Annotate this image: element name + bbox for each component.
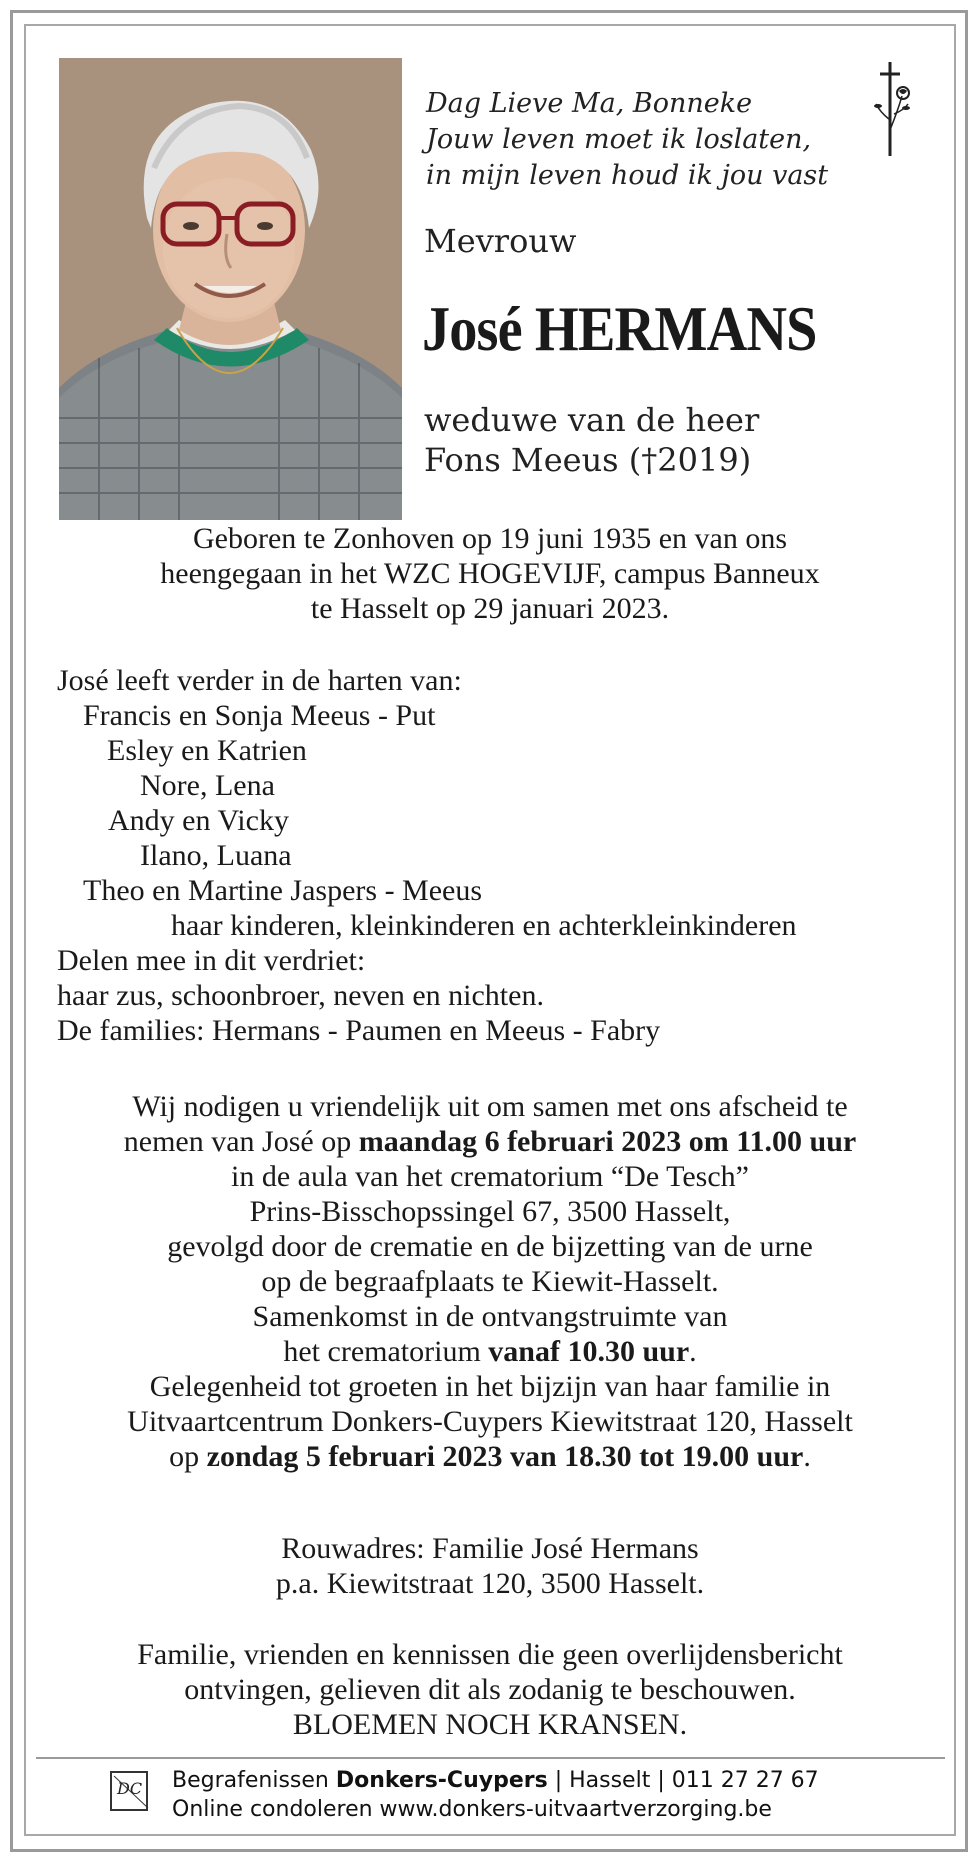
- family-member: Nore, Lena: [140, 769, 275, 802]
- invite-line: gevolgd door de crematie en de bijzetting van de urne: [167, 1230, 813, 1263]
- share-line: haar zus, schoonbroer, neven en nichten.: [57, 979, 544, 1012]
- invite-line: Uitvaartcentrum Donkers-Cuypers Kiewitstraat 120, Hasselt: [127, 1405, 853, 1438]
- family-intro: José leeft verder in de harten van:: [57, 664, 462, 697]
- honorific: Mevrouw: [424, 222, 577, 260]
- ceremony-date: maandag 6 februari 2023 om 11.00 uur: [358, 1125, 857, 1158]
- invite-line: Prins-Bisschopssingel 67, 3500 Hasselt,: [249, 1195, 731, 1228]
- mourning-address: [40, 1531, 940, 1601]
- widow-line: Fons Meeus (†2019): [424, 441, 752, 479]
- gathering-time: vanaf 10.30 uur: [488, 1335, 690, 1368]
- note-line: ontvingen, gelieven dit als zodanig te beschouwen.: [184, 1673, 796, 1706]
- family-member: Theo en Martine Jaspers - Meeus: [83, 874, 483, 907]
- born-line: heengegaan in het WZC HOGEVIJF, campus Banneux: [160, 557, 820, 590]
- family-relation: haar kinderen, kleinkinderen en achterkleinkinderen: [171, 909, 797, 942]
- footer-line-2: Online condoleren www.donkers-uitvaartverzorging.be: [172, 1797, 772, 1822]
- invite-line: [40, 1439, 940, 1474]
- born-line: te Hasselt op 29 januari 2023.: [310, 592, 670, 625]
- visitation-time: zondag 5 februari 2023 van 18.30 tot 19.00 uur: [206, 1440, 804, 1473]
- share-intro: Delen mee in dit verdriet:: [57, 944, 366, 977]
- poem-line: in mijn leven houd ik jou vast: [426, 160, 829, 191]
- footer-text: | Hasselt | 011 27 27 67: [547, 1768, 819, 1793]
- born-line: Geboren te Zonhoven op 19 juni 1935 en van ons: [192, 522, 788, 555]
- family-member: Ilano, Luana: [140, 839, 292, 872]
- widow-of: [424, 400, 759, 480]
- invite-line: in de aula van het crematorium “De Tesch”: [231, 1160, 749, 1193]
- invite-text: het crematorium: [283, 1335, 489, 1368]
- funeral-home-logo: [108, 1768, 152, 1814]
- closing-note: [40, 1637, 940, 1742]
- poem-line: Dag Lieve Ma, Bonneke: [426, 88, 753, 119]
- families-line: De families: Hermans - Paumen en Meeus - Fabry: [57, 1014, 661, 1047]
- family-member: Andy en Vicky: [108, 804, 289, 837]
- portrait-photo: [59, 58, 402, 520]
- invite-line: Samenkomst in de ontvangstruimte van: [252, 1300, 728, 1333]
- invite-text: op: [169, 1440, 207, 1473]
- address-line: p.a. Kiewitstraat 120, 3500 Hasselt.: [275, 1567, 705, 1600]
- funeral-home-name: Donkers-Cuypers: [335, 1768, 548, 1793]
- invite-text: nemen van José op: [123, 1125, 359, 1158]
- footer-line-1: [172, 1766, 819, 1795]
- cross-rose-icon: [868, 60, 918, 160]
- logo-text: DC: [117, 1779, 143, 1798]
- invite-text: .: [803, 1440, 811, 1473]
- deceased-name: José HERMANS: [422, 293, 817, 364]
- invite-line: op de begraafplaats te Kiewit-Hasselt.: [261, 1265, 719, 1298]
- note-line: BLOEMEN NOCH KRANSEN.: [292, 1708, 688, 1741]
- invite-line: [40, 1124, 940, 1159]
- birth-death-info: [50, 521, 930, 626]
- footer: [172, 1766, 819, 1824]
- footer-divider: [36, 1757, 945, 1759]
- invite-text: .: [689, 1335, 697, 1368]
- invite-line: Wij nodigen u vriendelijk uit om samen met ons afscheid te: [132, 1090, 848, 1123]
- poem-line: Jouw leven moet ik loslaten,: [426, 124, 812, 155]
- invite-line: [40, 1334, 940, 1369]
- ceremony-invitation: [40, 1089, 940, 1474]
- family-list: [57, 663, 797, 1048]
- footer-text: Begrafenissen: [172, 1768, 336, 1793]
- widow-line: weduwe van de heer: [424, 401, 760, 439]
- poem: [426, 86, 828, 194]
- family-member: Esley en Katrien: [107, 734, 307, 767]
- address-line: Rouwadres: Familie José Hermans: [281, 1532, 699, 1565]
- family-member: Francis en Sonja Meeus - Put: [83, 699, 436, 732]
- note-line: Familie, vrienden en kennissen die geen overlijdensbericht: [137, 1638, 843, 1671]
- invite-line: Gelegenheid tot groeten in het bijzijn van haar familie in: [149, 1370, 831, 1403]
